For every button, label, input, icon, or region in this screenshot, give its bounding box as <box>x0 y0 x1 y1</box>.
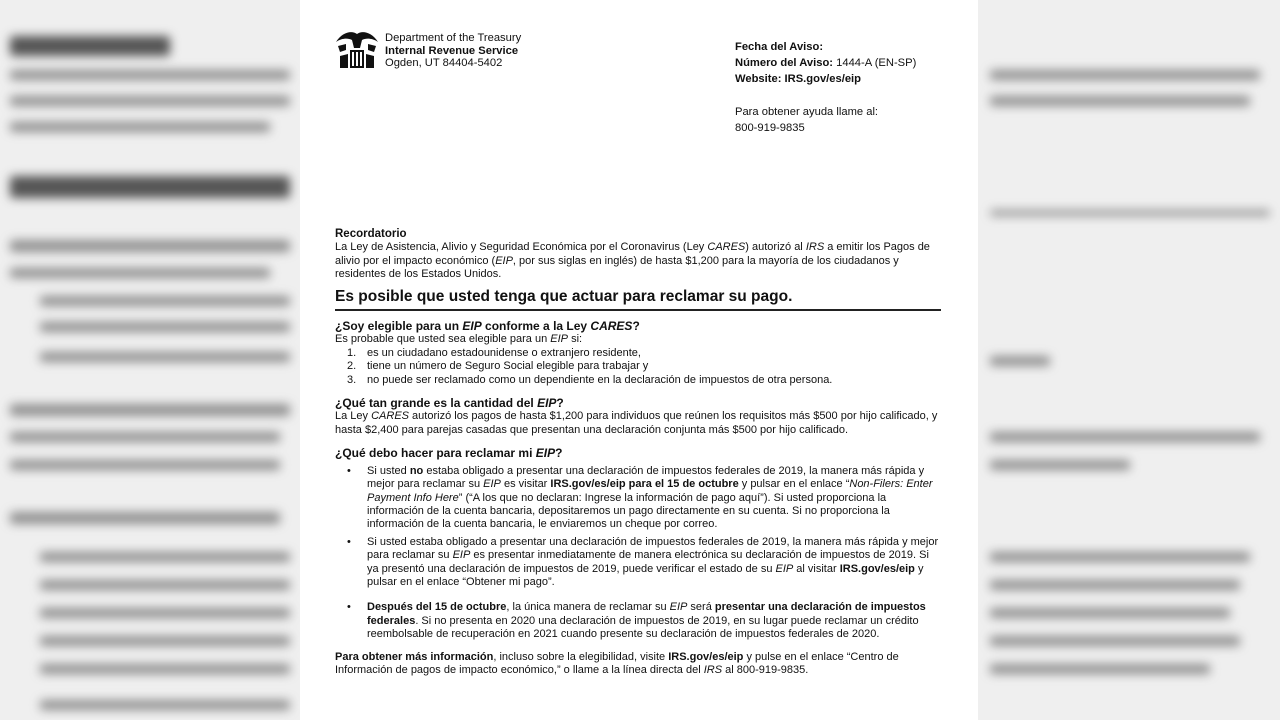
amount-question: ¿Qué tan grande es la cantidad del EIP? <box>335 396 564 411</box>
agency-address <box>385 32 521 70</box>
irs-link-more[interactable]: IRS.gov/es/eip <box>668 650 744 663</box>
bullet-icon: • <box>347 535 351 548</box>
agency-name: Internal Revenue Service <box>385 44 519 57</box>
bullet-icon: • <box>347 464 351 477</box>
list-item: • Si usted no estaba obligado a presentar una declaración de impuestos federales de 2019, la manera más rápida y mejor para reclamar su EIP es visitar IRS.gov/es/eip para el 15 de octubre y pulsar en el enlace “Non-Filers: Enter Payment Info Here” (“A los que no declaran: Ingrese la información de pago aquí”). Si usted proporciona la información de la cuenta bancaria, depositaremos un pago directamente en su cuenta. Si no proporciona la información de la cuenta bancaria, le enviaremos un cheque por correo. <box>347 464 933 531</box>
claim-steps <box>335 465 941 642</box>
irs-link-deadline[interactable]: IRS.gov/es/eip para el 15 de octubre <box>550 478 739 491</box>
help-phone: 800-919-9835 <box>735 122 805 134</box>
page-headline: Es posible que usted tenga que actuar para reclamar su pago. <box>335 290 941 311</box>
help-text: Para obtener ayuda llame al: <box>735 106 879 118</box>
eligibility-question: ¿Soy elegible para un EIP conforme a la Ley CARES? <box>335 319 640 334</box>
eligibility-list <box>335 347 941 387</box>
agency-department: Department of the Treasury <box>385 32 522 44</box>
more-info: Para obtener más información, incluso sobre la elegibilidad, visite IRS.gov/es/eip y pulse en el enlace “Centro de Información de pagos de impacto económico,” o llame a la línea directa del IRS al 800-919-9835. <box>335 650 899 676</box>
website-value: IRS.gov/es/eip <box>784 73 862 85</box>
amount-text: La Ley CARES autorizó los pagos de hasta $1,200 para individuos que reúnen los requisitos más $500 por hijo calificado, y hasta $2,400 para parejas casadas que presentan una declaración conjunta más $500 por hijo calificado. <box>335 410 938 436</box>
reminder-title: Recordatorio <box>335 228 407 240</box>
claim-question: ¿Qué debo hacer para reclamar mi EIP? <box>335 446 563 461</box>
reminder-text: La Ley de Asistencia, Alivio y Seguridad Económica por el Coronavirus (Ley CARES) autorizó al IRS a emitir los Pagos de alivio por el impacto económico (EIP, por sus siglas en inglés) de hasta $1,200 para la mayoría de los ciudadanos y residentes de los Estados Unidos. <box>335 241 930 281</box>
irs-eagle-logo-icon <box>334 28 380 70</box>
list-item: • Después del 15 de octubre, la única manera de reclamar su EIP será presentar una declaración de impuestos federales. Si no presenta en 2020 una declaración de impuestos de 2019, en su lugar puede reclamar un crédito reembolsable de recuperación en 2021 cuando presente su declaración de impuestos federales de 2020. <box>347 601 926 641</box>
non-filers-link[interactable]: Non-Filers: Enter Payment Info Here <box>367 478 933 504</box>
bullet-icon: • <box>347 601 351 614</box>
list-item: • Si usted estaba obligado a presentar una declaración de impuestos federales de 2019, la manera más rápida y mejor para reclamar su EIP es presentar inmediatamente de manera electrónica su declaración de impuestos de 2019. Si ya presentó una declaración de impuestos de 2019, puede verificar el estado de su EIP al visitar IRS.gov/es/eip y pulsar en el enlace “Obtener mi pago”. <box>347 535 939 588</box>
website-label: Website: <box>735 73 782 85</box>
notice-number-value: 1444-A (EN-SP) <box>836 57 917 69</box>
list-item: 3. no puede ser reclamado como un dependiente en la declaración de impuestos de otra persona. <box>347 373 833 386</box>
notice-number-label: Número del Aviso: <box>735 57 834 69</box>
notice-info <box>735 39 916 87</box>
list-item: 1. es un ciudadano estadounidense o extranjero residente, <box>347 346 641 359</box>
notice-document <box>300 0 978 720</box>
agency-city: Ogden, UT 84404-5402 <box>385 57 503 70</box>
eligibility-intro: Es probable que usted sea elegible para un EIP si: <box>335 333 583 346</box>
list-item: 2. tiene un número de Seguro Social elegible para trabajar y <box>347 360 649 373</box>
notice-body <box>335 228 941 677</box>
notice-date-label: Fecha del Aviso: <box>735 41 824 53</box>
help-contact <box>735 104 878 136</box>
irs-link[interactable]: IRS.gov/es/eip <box>839 562 915 575</box>
